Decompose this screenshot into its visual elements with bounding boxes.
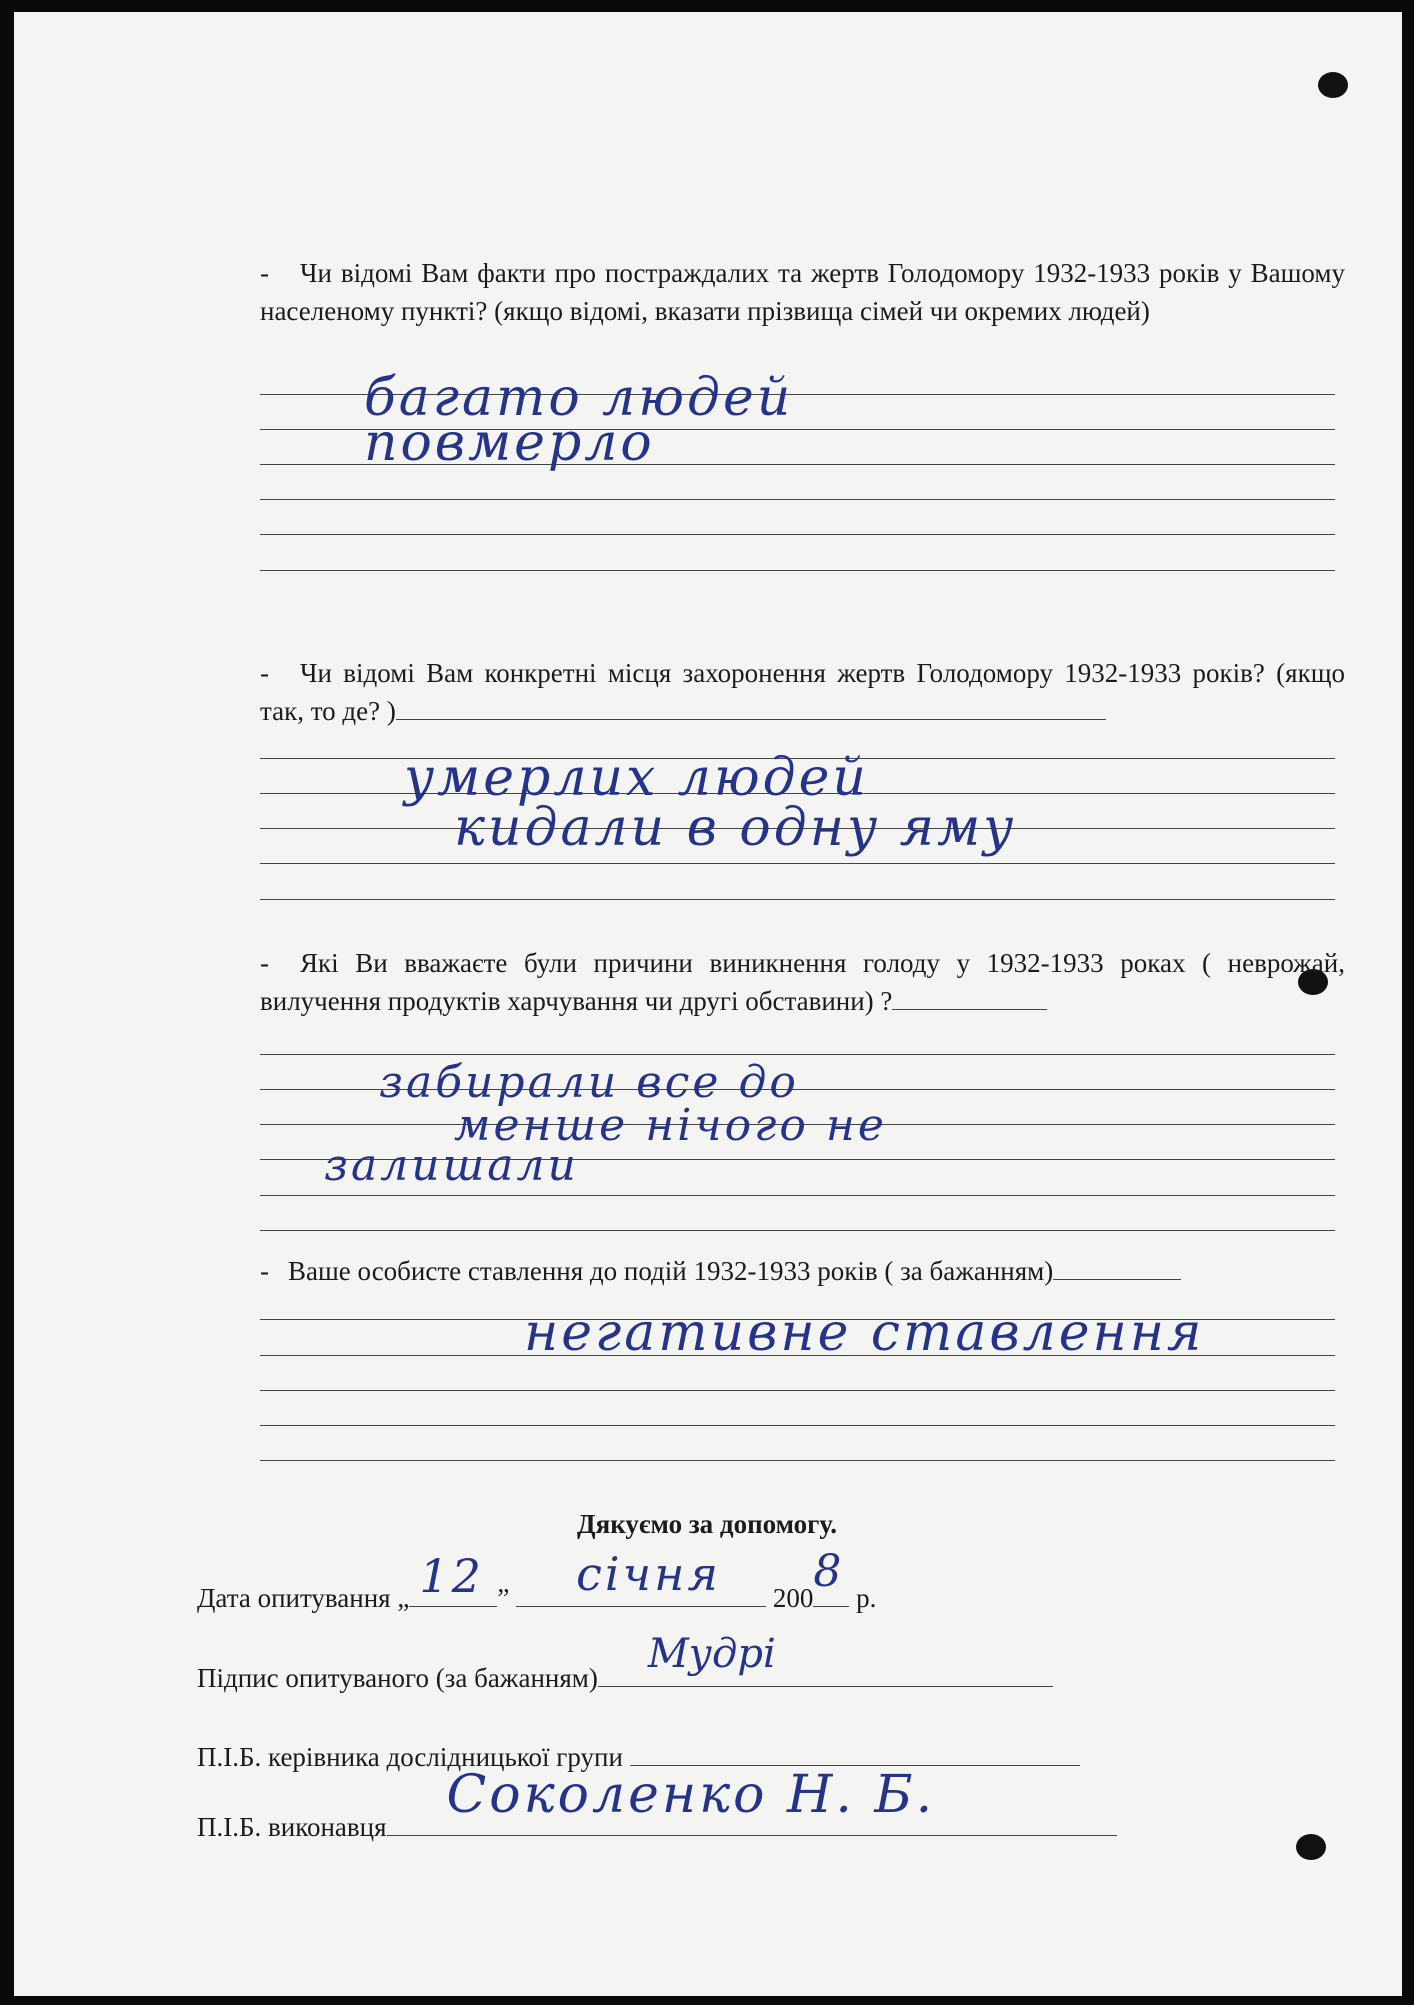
answer-line <box>260 1425 1335 1426</box>
answer-1-line-2: повмерло <box>364 413 655 473</box>
executor-row <box>197 1765 1117 1843</box>
thanks-text: Дякуємо за допомогу. <box>577 1509 837 1539</box>
punch-hole <box>1318 72 1348 98</box>
question-2: - Чи відомі Вам конкретні місця захоронення жертв Голодомору 1932-1933 років? (якщо так, то де? ) <box>260 658 1345 726</box>
signature-row <box>197 1631 1053 1694</box>
answer-line <box>260 1460 1335 1461</box>
executor-label: П.І.Б. виконавця <box>197 1812 387 1842</box>
question-3-text: Які Ви вважаєте були причини виникнення голоду у 1932-1933 роках ( неврожай, вилучення продуктів харчування чи другі обставини) ? <box>260 948 1345 1016</box>
answer-3-line-2: менше нічого не <box>454 1100 887 1151</box>
punch-hole <box>1296 1834 1326 1860</box>
answer-3-line-3: залишали <box>324 1140 579 1191</box>
questionnaire-page <box>14 12 1402 1996</box>
answer-line <box>260 499 1335 500</box>
answer-3-line-1: забирали все до <box>379 1057 799 1108</box>
answer-line <box>260 1230 1335 1231</box>
survey-date-label: Дата опитування <box>197 1583 391 1613</box>
answer-2-line-2: кидали в одну яму <box>454 798 1017 858</box>
executor-value: Соколенко Н. Б. <box>446 1765 936 1825</box>
signature-field <box>598 1631 1053 1687</box>
answer-2-line-1: умерлих людей <box>404 748 869 808</box>
answer-line <box>260 1054 1335 1055</box>
date-month-value: січня <box>576 1547 721 1601</box>
answer-blank <box>1053 1253 1181 1280</box>
date-day-value: 12 <box>419 1549 484 1603</box>
signature-value: Мудрі <box>647 1631 776 1677</box>
question-4: - Ваше особисте ставлення до подій 1932-1933 років ( за бажанням) <box>260 1252 1360 1290</box>
group-leader-label: П.І.Б. керівника дослідницької групи <box>197 1742 623 1772</box>
executor-field <box>387 1765 1117 1836</box>
date-day-field <box>409 1549 497 1607</box>
answer-blank <box>396 693 1106 720</box>
question-4-text: Ваше особисте ставлення до подій 1932-1933 років ( за бажанням) <box>288 1256 1054 1286</box>
answer-line <box>260 1390 1335 1391</box>
answer-blank <box>892 983 1047 1010</box>
answer-4-line-1: негативне ставлення <box>524 1303 1205 1363</box>
question-2-text: Чи відомі Вам конкретні місця захоронення жертв Голодомору 1932-1933 років? (якщо так, то де? ) <box>260 658 1345 726</box>
group-leader-field <box>630 1739 1080 1766</box>
question-1-text: Чи відомі Вам факти про постраждалих та жертв Голодомору 1932-1933 років у Вашому населеному пункті? (якщо відомі, вказати прізвища сімей чи окремих людей) <box>260 258 1345 326</box>
survey-date-row: Дата опитування „ 12 ” січня 200 8 р. <box>197 1546 877 1613</box>
answer-line <box>260 534 1335 535</box>
signature-label: Підпис опитуваного (за бажанням) <box>197 1663 598 1693</box>
answer-line <box>260 1195 1335 1196</box>
date-month-field <box>516 1547 766 1607</box>
question-1: - Чи відомі Вам факти про постраждалих та жертв Голодомору 1932-1933 років у Вашому населеному пункті? (якщо відомі, вказати прізвища сімей чи окремих людей) <box>260 258 1345 326</box>
answer-line <box>260 570 1335 571</box>
year-value: 8 <box>813 1546 845 1597</box>
answer-line <box>260 863 1335 864</box>
answer-1-line-1: багато людей <box>364 368 794 428</box>
year-field <box>813 1546 849 1607</box>
question-3: - Які Ви вважаєте були причини виникнення голоду у 1932-1933 роках ( неврожай, вилучення продуктів харчування чи другі обставини) ? <box>260 948 1345 1016</box>
answer-line <box>260 899 1335 900</box>
